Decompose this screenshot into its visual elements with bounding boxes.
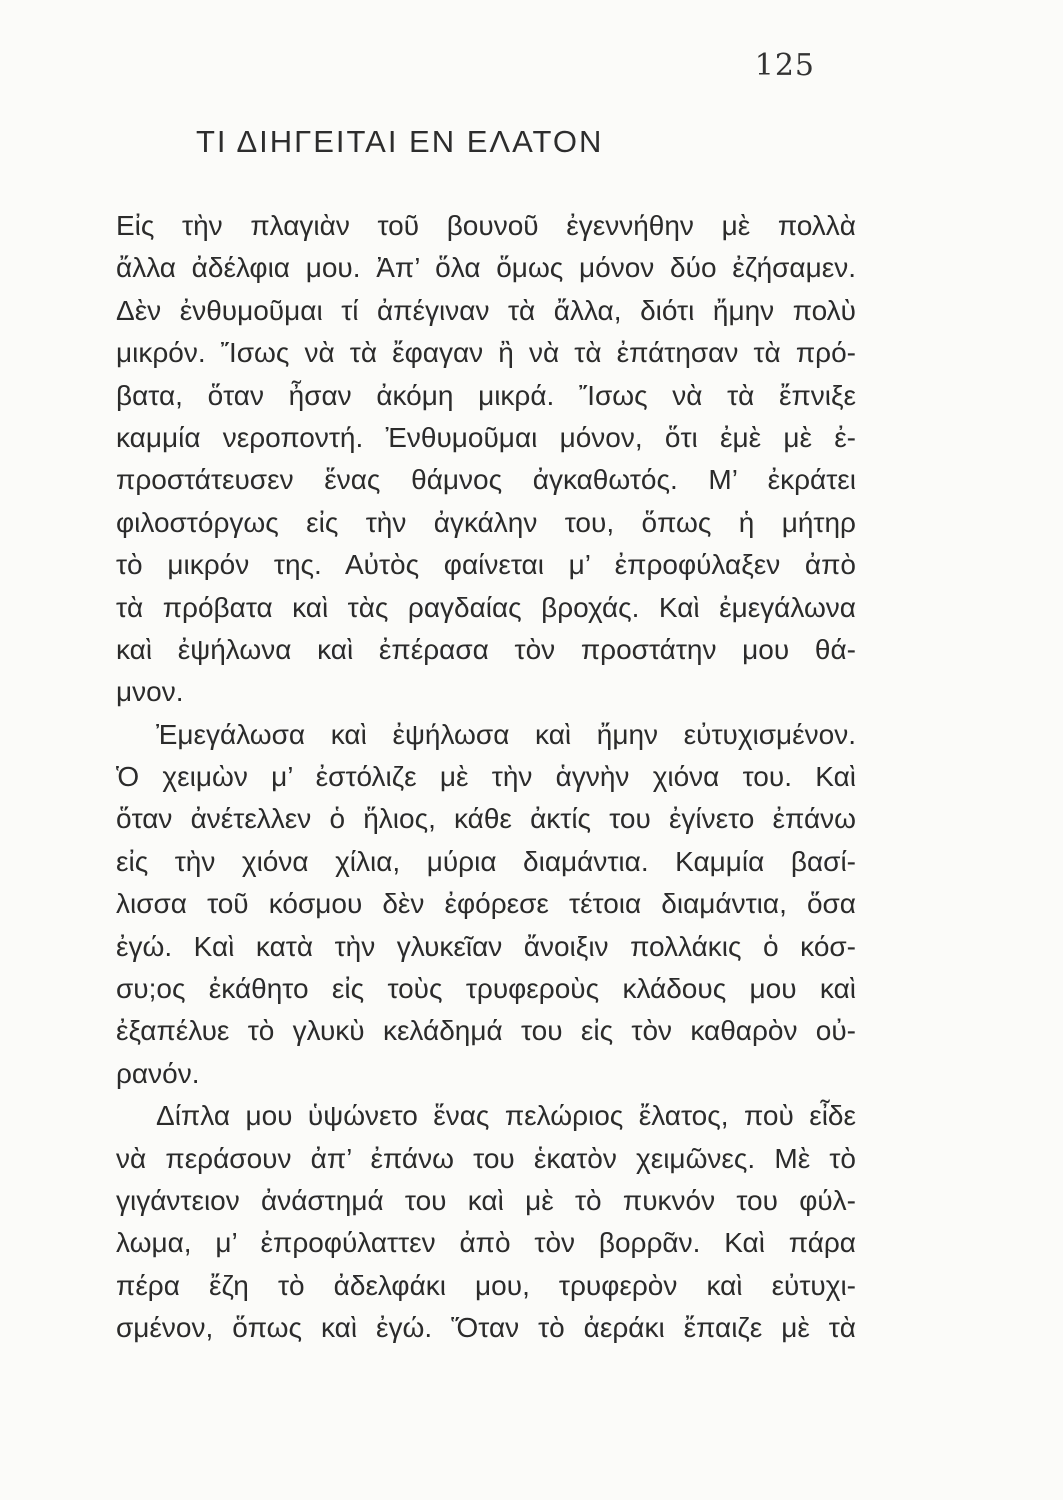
text-line: Εἰς τὴν πλαγιὰν τοῦ βουνοῦ ἐγεννήθην μὲ πολλὰ [116,210,856,241]
page-number: 125 [754,48,815,83]
text-line: τὰ πρόβατα καὶ τὰς ραγδαίας βροχάς. Καὶ ἐμεγάλωνα [116,591,856,623]
chapter-title: ΤΙ ΔΙΗΓΕΙΤΑΙ ΕΝ ΕΛΑΤΟΝ [196,124,604,159]
text-line: γιγάντειον ἀνάστημά του καὶ μὲ τὸ πυκνόν του φύλ- [116,1184,856,1216]
text-line: πέρα ἔζη τὸ ἀδελφάκι μου, τρυφερὸν καὶ εὐτυχι- [116,1269,856,1301]
text-line: φιλοστόργως εἰς τὴν ἀγκάλην του, ὅπως ἡ μήτηρ [116,506,856,538]
text-line: καὶ ἐψήλωνα καὶ ἐπέρασα τὸν προστάτην μου θά- [116,633,856,665]
text-line: ὅταν ἀνέτελλεν ὁ ἥλιος, κάθε ἀκτίς του ἐγίνετο ἐπάνω [116,803,856,835]
text-line: μικρόν. Ἴσως νὰ τὰ ἔφαγαν ἢ νὰ τὰ ἐπάτησαν τὰ πρό- [116,337,856,369]
text-line: καμμία νεροποντή. Ἐνθυμοῦμαι μόνον, ὅτι ἐμὲ μὲ ἐ- [116,421,856,453]
text-line: Ἐμεγάλωσα καὶ ἐψήλωσα καὶ ἤμην εὐτυχισμένον. [156,718,856,750]
text-line: Ὁ χειμὼν μ’ ἐστόλιζε μὲ τὴν ἁγνὴν χιόνα του. Καὶ [116,761,856,793]
text-line: λωμα, μ’ ἐπροφύλαττεν ἀπὸ τὸν βορρᾶν. Καὶ πάρα [116,1227,856,1259]
body-text [116,205,856,1350]
text-line: συ;ος ἐκάθητο εἰς τοὺς τρυφεροὺς κλάδους μου καὶ [116,973,856,1005]
text-line: σμένον, ὅπως καὶ ἐγώ. Ὅταν τὸ ἀεράκι ἔπαιζε μὲ τὰ [116,1312,856,1344]
text-line: ρανόν. [116,1057,200,1089]
text-line: τὸ μικρόν της. Αὐτὸς φαίνεται μ’ ἐπροφύλαξεν ἀπὸ [116,549,856,581]
text-line: μνον. [116,676,184,708]
text-line: ἐγώ. Καὶ κατὰ τὴν γλυκεῖαν ἄνοιξιν πολλάκις ὁ κόσ- [116,930,856,962]
text-line: βατα, ὅταν ἦσαν ἀκόμη μικρά. Ἴσως νὰ τὰ ἔπνιξε [116,379,856,411]
text-line: Δίπλα μου ὑψώνετο ἕνας πελώριος ἔλατος, ποὺ εἶδε [156,1100,856,1132]
text-line: λισσα τοῦ κόσμου δὲν ἐφόρεσε τέτοια διαμάντια, ὅσα [116,888,856,920]
text-line: Δὲν ἐνθυμοῦμαι τί ἀπέγιναν τὰ ἄλλα, διότι ἤμην πολὺ [116,294,856,326]
text-line: ἄλλα ἀδέλφια μου. Ἀπ’ ὅλα ὅμως μόνον δύο ἐζήσαμεν. [116,252,856,284]
text-line: εἰς τὴν χιόνα χίλια, μύρια διαμάντια. Καμμία βασί- [116,845,856,877]
text-line: ἐξαπέλυε τὸ γλυκὺ κελάδημά του εἰς τὸν καθαρὸν οὐ- [116,1015,856,1047]
text-line: προστάτευσεν ἕνας θάμνος ἀγκαθωτός. Μ’ ἐκράτει [116,464,856,496]
text-line: νὰ περάσουν ἀπ’ ἐπάνω του ἑκατὸν χειμῶνες. Μὲ τὸ [116,1142,856,1174]
